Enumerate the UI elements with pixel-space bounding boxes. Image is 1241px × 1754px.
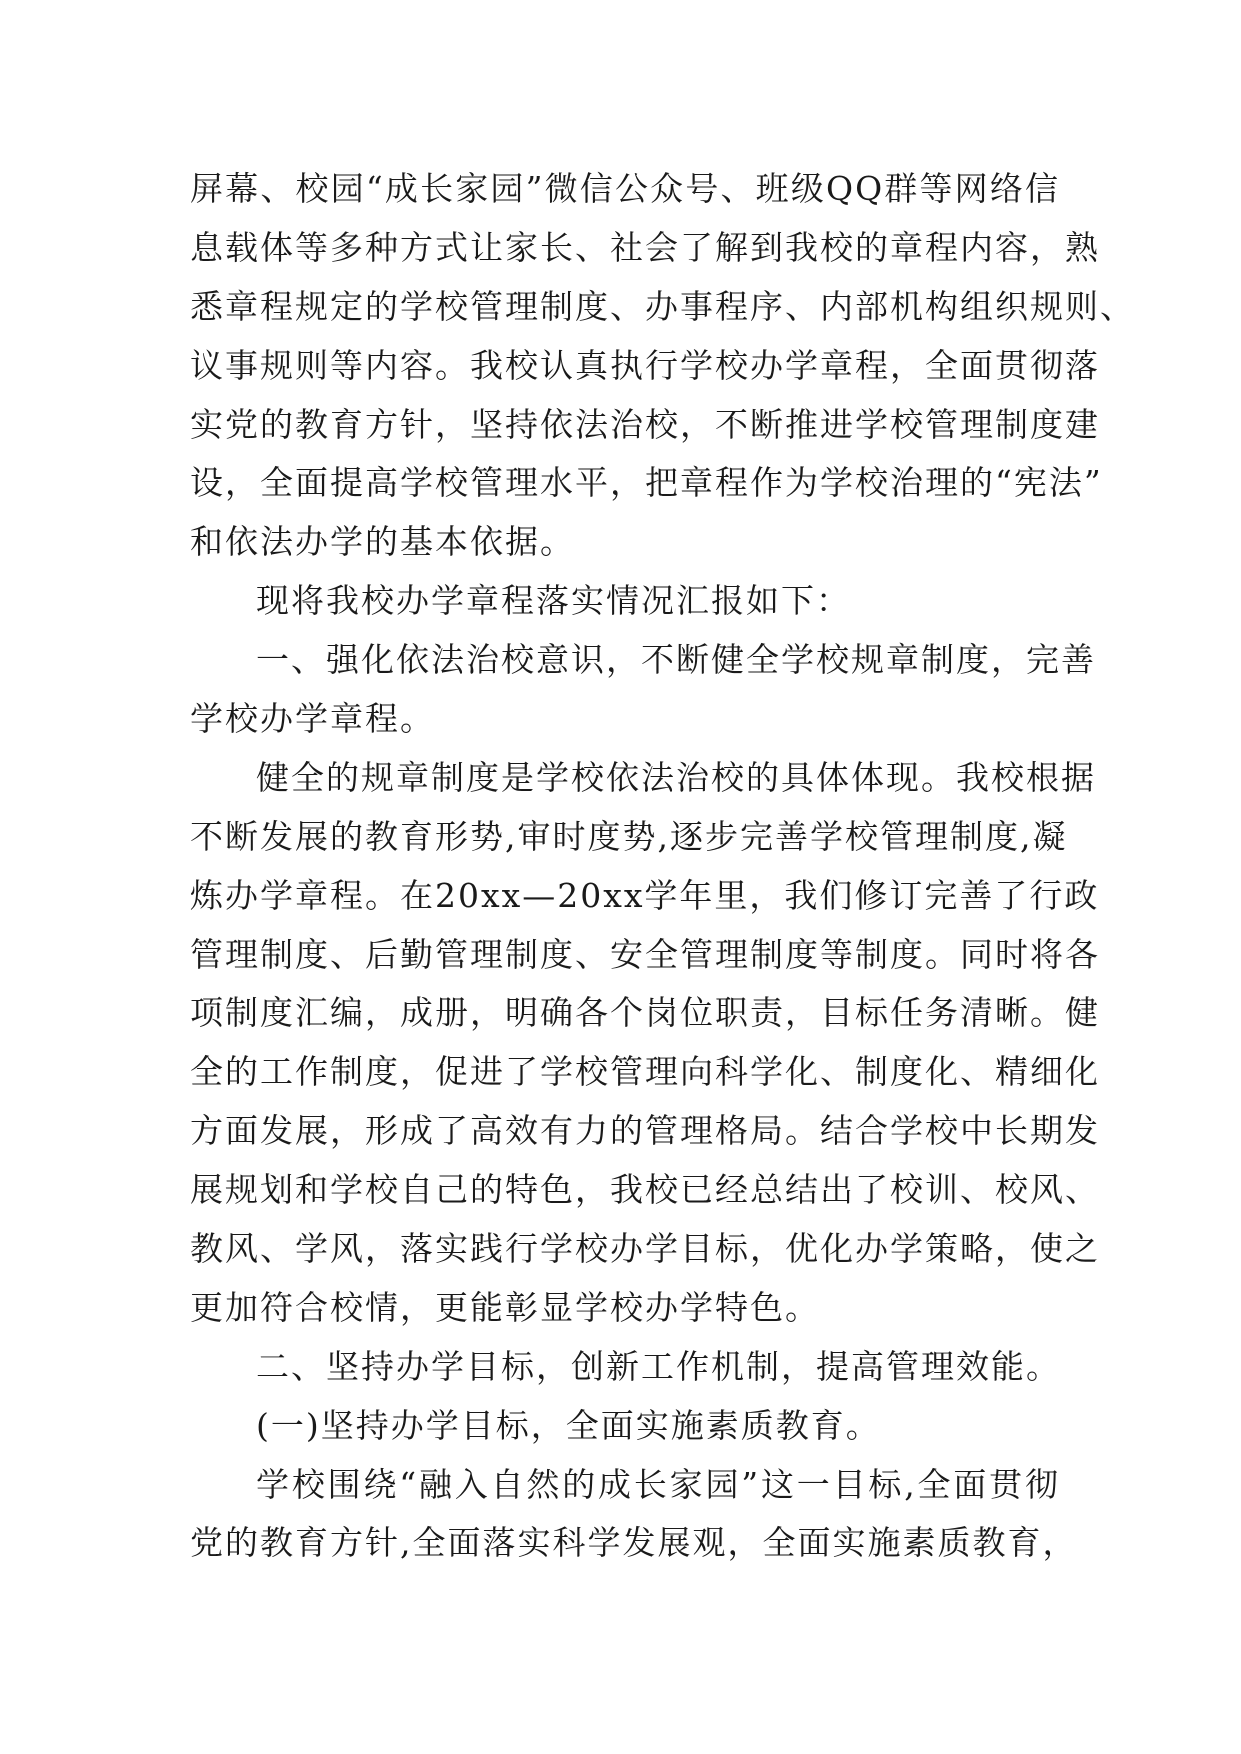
subsection-heading: (一)坚持办学目标，全面实施素质教育。	[256, 1405, 881, 1445]
text-line: 项制度汇编，成册，明确各个岗位职责，目标任务清晰。健	[190, 993, 1100, 1033]
text-line: 全的工作制度，促进了学校管理向科学化、制度化、精细化	[190, 1052, 1100, 1092]
text-line: 管理制度、后勤管理制度、安全管理制度等制度。同时将各	[190, 934, 1100, 974]
paragraph-intro: 现将我校办学章程落实情况汇报如下：	[256, 581, 851, 621]
text-line: 学校围绕“融入自然的成长家园”这一目标,全面贯彻	[256, 1464, 1060, 1504]
text-line: 方面发展，形成了高效有力的管理格局。结合学校中长期发	[190, 1111, 1100, 1151]
section-heading-1-cont: 学校办学章程。	[190, 699, 435, 739]
text-line: 更加符合校情，更能彰显学校办学特色。	[190, 1287, 820, 1327]
text-line: 党的教育方针,全面落实科学发展观，全面实施素质教育，	[190, 1523, 1078, 1563]
text-line: 设，全面提高学校管理水平，把章程作为学校治理的“宪法”	[190, 463, 1103, 503]
text-line: 展规划和学校自己的特色，我校已经总结出了校训、校风、	[190, 1170, 1100, 1210]
section-heading-2: 二、坚持办学目标，创新工作机制，提高管理效能。	[256, 1346, 1061, 1386]
text-line: 教风、学风，落实践行学校办学目标，优化办学策略，使之	[190, 1229, 1100, 1269]
text-line: 炼办学章程。在20xx—20xx学年里，我们修订完善了行政	[190, 875, 1100, 915]
text-line: 和依法办学的基本依据。	[190, 522, 575, 562]
text-line: 议事规则等内容。我校认真执行学校办学章程，全面贯彻落	[190, 345, 1100, 385]
text-line: 实党的教育方针，坚持依法治校，不断推进学校管理制度建	[190, 404, 1100, 444]
text-line: 悉章程规定的学校管理制度、办事程序、内部机构组织规则、	[190, 286, 1135, 326]
text-line: 屏幕、校园“成长家园”微信公众号、班级QQ群等网络信	[190, 169, 1060, 208]
text-line: 息载体等多种方式让家长、社会了解到我校的章程内容，熟	[190, 227, 1100, 267]
section-heading-1: 一、强化依法治校意识，不断健全学校规章制度，完善	[256, 640, 1096, 680]
document-body	[190, 160, 1135, 1573]
text-line: 不断发展的教育形势,审时度势,逐步完善学校管理制度,凝	[190, 816, 1068, 856]
text-line: 健全的规章制度是学校依法治校的具体体现。我校根据	[256, 757, 1096, 797]
